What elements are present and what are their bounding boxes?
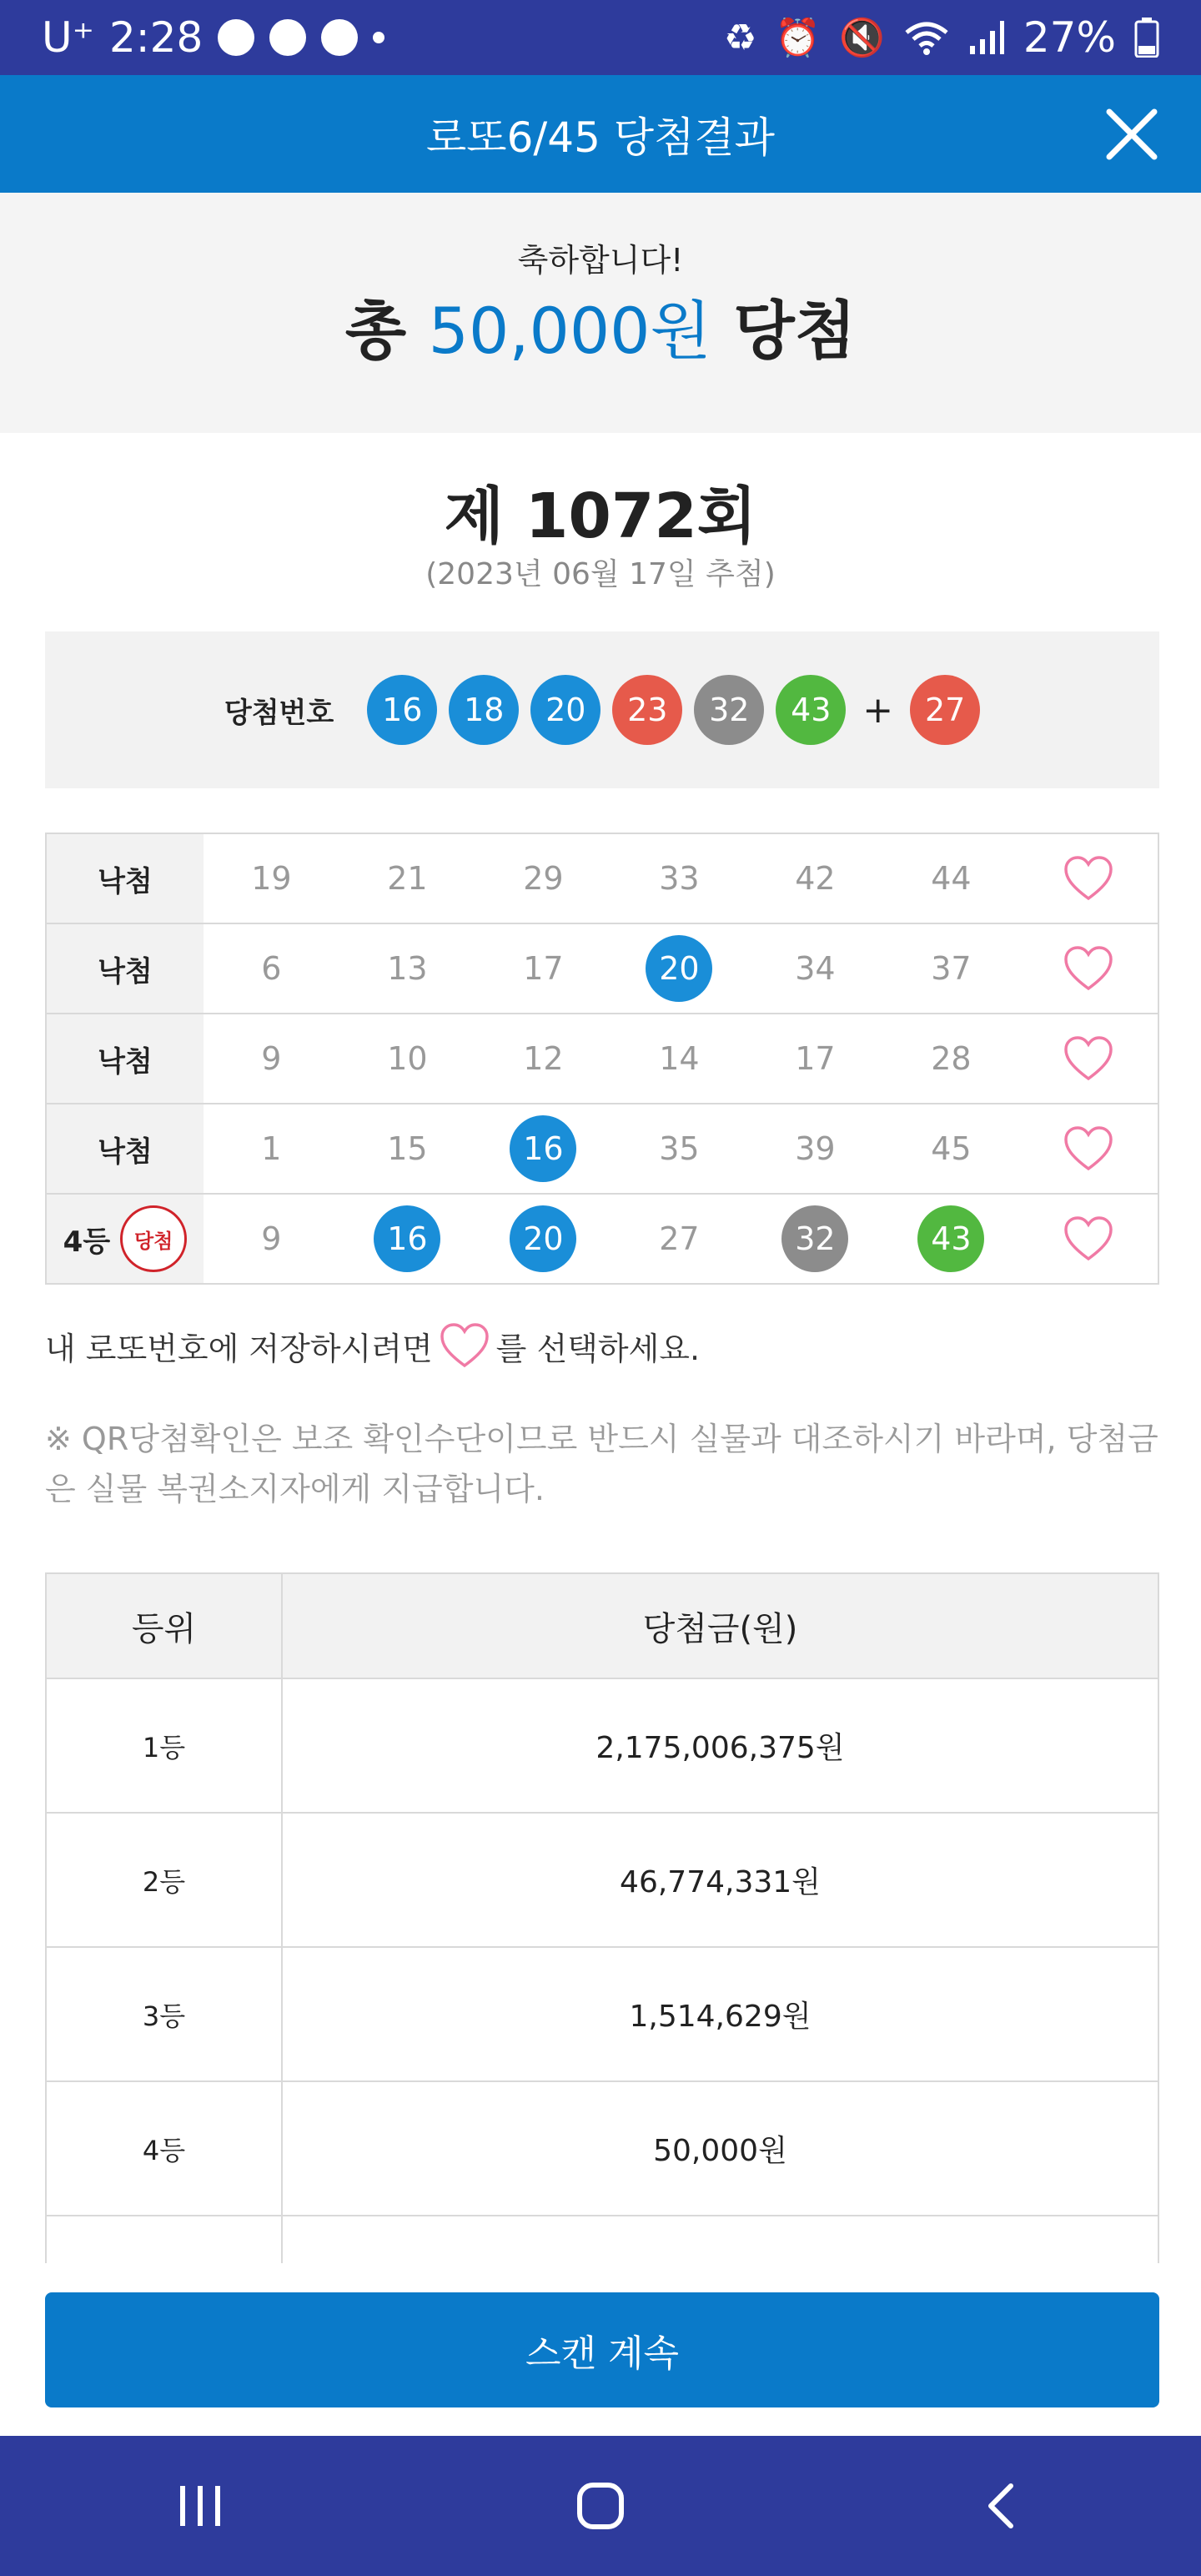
home-button[interactable]: [550, 2464, 651, 2548]
ticket-number: 19: [251, 860, 292, 897]
draw-date: (2023년 06월 17일 추첨): [425, 557, 776, 591]
page-title: 로또6/45 당첨결과: [426, 113, 775, 162]
table-row: [47, 1014, 1158, 1104]
ticket-rank: 낙첨: [47, 834, 204, 923]
back-icon: [982, 2481, 1019, 2531]
ticket-rank: 낙첨: [47, 1104, 204, 1193]
save-heart-button[interactable]: [1019, 1195, 1158, 1283]
prize-amount: 2,175,006,375원: [595, 1731, 845, 1765]
battery-icon: [1134, 18, 1159, 58]
ticket-number: 42: [795, 860, 836, 897]
heart-icon: [1063, 855, 1113, 902]
prize-rank: 1등: [47, 1679, 283, 1812]
ticket-number-match: [747, 1205, 883, 1272]
ticket-number-match: [475, 1205, 611, 1272]
prize-amount: 1,514,629원: [629, 2000, 812, 2034]
winning-numbers: [45, 631, 1159, 788]
prize-amount: 46,774,331원: [620, 1865, 821, 1899]
win-badge: 당첨: [120, 1205, 187, 1272]
table-row: [47, 1814, 1158, 1948]
ticket-numbers: [204, 1014, 1019, 1103]
ticket-numbers: [204, 1195, 1019, 1283]
carrier-label: U⁺: [42, 13, 94, 62]
dot-icon: [373, 32, 384, 43]
matched-ball: 32: [781, 1205, 848, 1272]
status-bar: [0, 0, 1201, 75]
table-header: [47, 1574, 1158, 1679]
ticket-number-match: [339, 1205, 475, 1272]
ticket-rank-winner: [47, 1195, 204, 1283]
ticket-number: 15: [387, 1130, 428, 1167]
system-nav-bar: [0, 2436, 1201, 2576]
ticket-number: 1: [261, 1130, 282, 1167]
ticket-number: 28: [931, 1040, 972, 1077]
ticket-number: 27: [659, 1220, 700, 1257]
total-suffix: 당첨: [711, 294, 857, 368]
home-icon: [575, 2481, 626, 2531]
winning-ball: 23: [612, 675, 682, 745]
recent-apps-button[interactable]: [150, 2464, 250, 2548]
close-icon[interactable]: [1104, 107, 1159, 162]
ticket-number: 44: [931, 860, 972, 897]
ticket-number-match: [883, 1205, 1019, 1272]
winning-ball: 18: [449, 675, 519, 745]
ticket-number: 6: [261, 950, 282, 987]
ticket-number: 39: [795, 1130, 836, 1167]
table-row: [47, 1104, 1158, 1195]
save-hint-before: 내 로또번호에 저장하시려면: [45, 1330, 433, 1367]
winning-ball: 32: [694, 675, 764, 745]
table-row: [47, 1679, 1158, 1814]
save-heart-button[interactable]: [1019, 924, 1158, 1013]
ticket-number: 14: [659, 1040, 700, 1077]
table-row: [47, 834, 1158, 924]
ticket-number: 13: [387, 950, 428, 987]
ticket-numbers: [204, 1104, 1019, 1193]
save-hint-after: 를 선택하세요.: [495, 1330, 701, 1367]
wifi-icon: [903, 19, 950, 56]
ticket-numbers: [204, 924, 1019, 1013]
header-rank: 등위: [47, 1574, 283, 1678]
prize-rank: 4등: [47, 2082, 283, 2215]
table-row: [47, 1195, 1158, 1285]
table-row: [47, 1948, 1158, 2082]
ticket-number-match: [611, 935, 747, 1002]
heart-icon: [1063, 1215, 1113, 1262]
continue-scan-button[interactable]: 스캔 계속: [45, 2292, 1159, 2407]
heart-icon: [1063, 1125, 1113, 1172]
matched-ball: 16: [510, 1115, 576, 1182]
save-heart-button[interactable]: [1019, 834, 1158, 923]
alarm-icon: ⏰: [775, 17, 822, 59]
matched-ball: 20: [646, 935, 712, 1002]
winning-ball: 43: [776, 675, 846, 745]
app-header: [0, 75, 1201, 193]
ticket-number-match: [475, 1115, 611, 1182]
ticket-rank-label: 4등: [63, 1225, 111, 1259]
total-prize: [0, 280, 1201, 371]
signal-icon: [968, 19, 1005, 56]
ticket-numbers: [204, 834, 1019, 923]
back-button[interactable]: [951, 2464, 1051, 2548]
ticket-number: 12: [523, 1040, 564, 1077]
ticket-number: 17: [795, 1040, 836, 1077]
ticket-number: 10: [387, 1040, 428, 1077]
ticket-number: 9: [261, 1220, 282, 1257]
heart-icon: [440, 1322, 490, 1369]
winning-ball: 20: [530, 675, 600, 745]
total-amount: 50,000원: [428, 294, 711, 368]
battery-percent: 27%: [1023, 13, 1116, 62]
draw-round: 제 1072회: [444, 480, 757, 552]
winning-label: 당첨번호: [224, 696, 334, 730]
ticket-number: 21: [387, 860, 428, 897]
table-row: [47, 924, 1158, 1014]
ticket-number: 17: [523, 950, 564, 987]
cloud-icon: [321, 19, 358, 56]
congrats-panel: [0, 193, 1201, 433]
shield-icon: [269, 19, 306, 56]
prize-amount: 50,000원: [653, 2134, 787, 2168]
bonus-ball: 27: [910, 675, 980, 745]
save-hint: [45, 1322, 700, 1369]
header-amount: 당첨금(원): [642, 1609, 798, 1648]
ticket-number: 29: [523, 860, 564, 897]
chat-bubble-icon: [218, 19, 254, 56]
save-heart-button[interactable]: [1019, 1104, 1158, 1193]
prize-rank: 3등: [47, 1948, 283, 2080]
recycle-icon: ♻: [723, 16, 757, 59]
ticket-rank: 낙첨: [47, 924, 204, 1013]
congrats-subtitle: 축하합니다!: [517, 242, 684, 279]
ticket-number: 33: [659, 860, 700, 897]
recent-apps-icon: [175, 2483, 225, 2529]
prize-table: [45, 1572, 1159, 2263]
prize-amount: [283, 2216, 1158, 2263]
prize-rank: 2등: [47, 1814, 283, 1946]
mute-icon: 🔇: [839, 17, 885, 59]
ticket-number: 37: [931, 950, 972, 987]
heart-icon: [1063, 945, 1113, 992]
ticket-number: 45: [931, 1130, 972, 1167]
table-row: [47, 2216, 1158, 2263]
heart-icon: [1063, 1035, 1113, 1082]
ticket-number: 9: [261, 1040, 282, 1077]
ticket-table: [45, 833, 1159, 1285]
ticket-number: 34: [795, 950, 836, 987]
disclaimer: ※ QR당첨확인은 보조 확인수단이므로 반드시 실물과 대조하시기 바라며, 당첨금은 실물 복권소지자에게 지급합니다.: [45, 1421, 1158, 1507]
save-heart-button[interactable]: [1019, 1014, 1158, 1103]
total-prefix: 총: [344, 294, 429, 368]
clock: 2:28: [109, 13, 204, 62]
winning-ball: 16: [367, 675, 437, 745]
prize-rank: [47, 2216, 283, 2263]
ticket-rank: 낙첨: [47, 1014, 204, 1103]
ticket-number: 35: [659, 1130, 700, 1167]
matched-ball: 43: [917, 1205, 984, 1272]
plus-sign: +: [862, 688, 894, 732]
matched-ball: 16: [374, 1205, 440, 1272]
matched-ball: 20: [510, 1205, 576, 1272]
table-row: [47, 2082, 1158, 2216]
